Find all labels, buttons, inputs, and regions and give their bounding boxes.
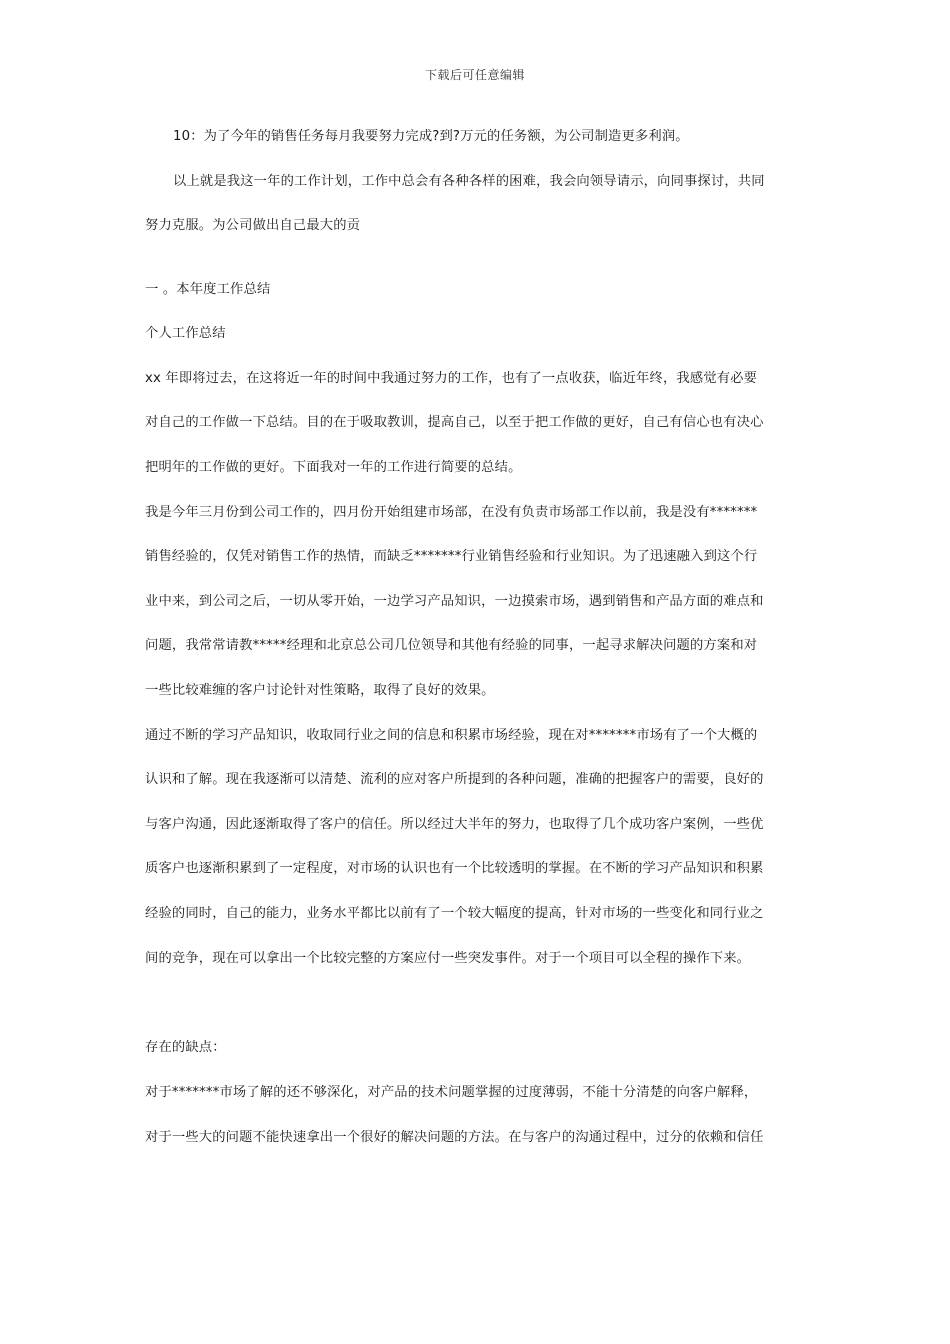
page-header: 下载后可任意编辑: [424, 68, 525, 82]
paragraph-line: 业中来，到公司之后，一切从零开始，一边学习产品知识，一边摸索市场，遇到销售和产品方面的难点和: [145, 594, 764, 609]
paragraph-line: 质客户也逐渐积累到了一定程度，对市场的认识也有一个比较透明的掌握。在不断的学习产品知识和积累: [145, 861, 764, 876]
paragraph-line: 努力克服。为公司做出自己最大的贡: [145, 218, 361, 233]
paragraph-line: 把明年的工作做的更好。下面我对一年的工作进行简要的总结。: [145, 460, 522, 475]
paragraph-line: 认识和了解。现在我逐渐可以清楚、流利的应对客户所提到的各种问题，准确的把握客户的需要，良好的: [145, 772, 764, 787]
paragraph-line: 问题，我常常请教*****经理和北京总公司几位领导和其他有经验的同事，一起寻求解决问题的方案和对: [145, 638, 758, 653]
paragraph-line: 与客户沟通，因此逐渐取得了客户的信任。所以经过大半年的努力，也取得了几个成功客户案例，一些优: [145, 817, 764, 832]
paragraph-line: 我是今年三月份到公司工作的，四月份开始组建市场部，在没有负责市场部工作以前，我是没有*******: [145, 505, 758, 520]
section-heading: 一 。本年度工作总结: [145, 282, 271, 297]
paragraph-line: 间的竞争，现在可以拿出一个比较完整的方案应付一些突发事件。对于一个项目可以全程的操作下来。: [145, 951, 751, 966]
paragraph-line: 10：为了今年的销售任务每月我要努力完成?到?万元的任务额，为公司制造更多利润。: [173, 129, 689, 144]
paragraph-line: xx 年即将过去，在这将近一年的时间中我通过努力的工作，也有了一点收获，临近年终，我感觉有必要: [145, 371, 758, 386]
paragraph-line: 经验的同时，自己的能力，业务水平都比以前有了一个较大幅度的提高，针对市场的一些变化和同行业之: [145, 906, 764, 921]
paragraph-line: 对自己的工作做一下总结。目的在于吸取教训，提高自己，以至于把工作做的更好，自己有信心也有决心: [145, 415, 764, 430]
paragraph-line: 以上就是我这一年的工作计划，工作中总会有各种各样的困难，我会向领导请示，向同事探讨，共同: [173, 174, 765, 189]
paragraph-line: 销售经验的，仅凭对销售工作的热情，而缺乏*******行业销售经验和行业知识。为了迅速融入到这个行: [145, 549, 758, 564]
paragraph-line: 对于一些大的问题不能快速拿出一个很好的解决问题的方法。在与客户的沟通过程中，过分的依赖和信任: [145, 1130, 764, 1145]
subsection-heading: 个人工作总结: [145, 326, 226, 341]
subsection-heading: 存在的缺点：: [145, 1040, 226, 1055]
paragraph-line: 对于*******市场了解的还不够深化，对产品的技术问题掌握的过度薄弱，不能十分清楚的向客户解释，: [145, 1085, 758, 1100]
paragraph-line: 通过不断的学习产品知识，收取同行业之间的信息和积累市场经验，现在对*******市场有了一个大概的: [145, 728, 758, 743]
paragraph-line: 一些比较难缠的客户讨论针对性策略，取得了良好的效果。: [145, 683, 495, 698]
